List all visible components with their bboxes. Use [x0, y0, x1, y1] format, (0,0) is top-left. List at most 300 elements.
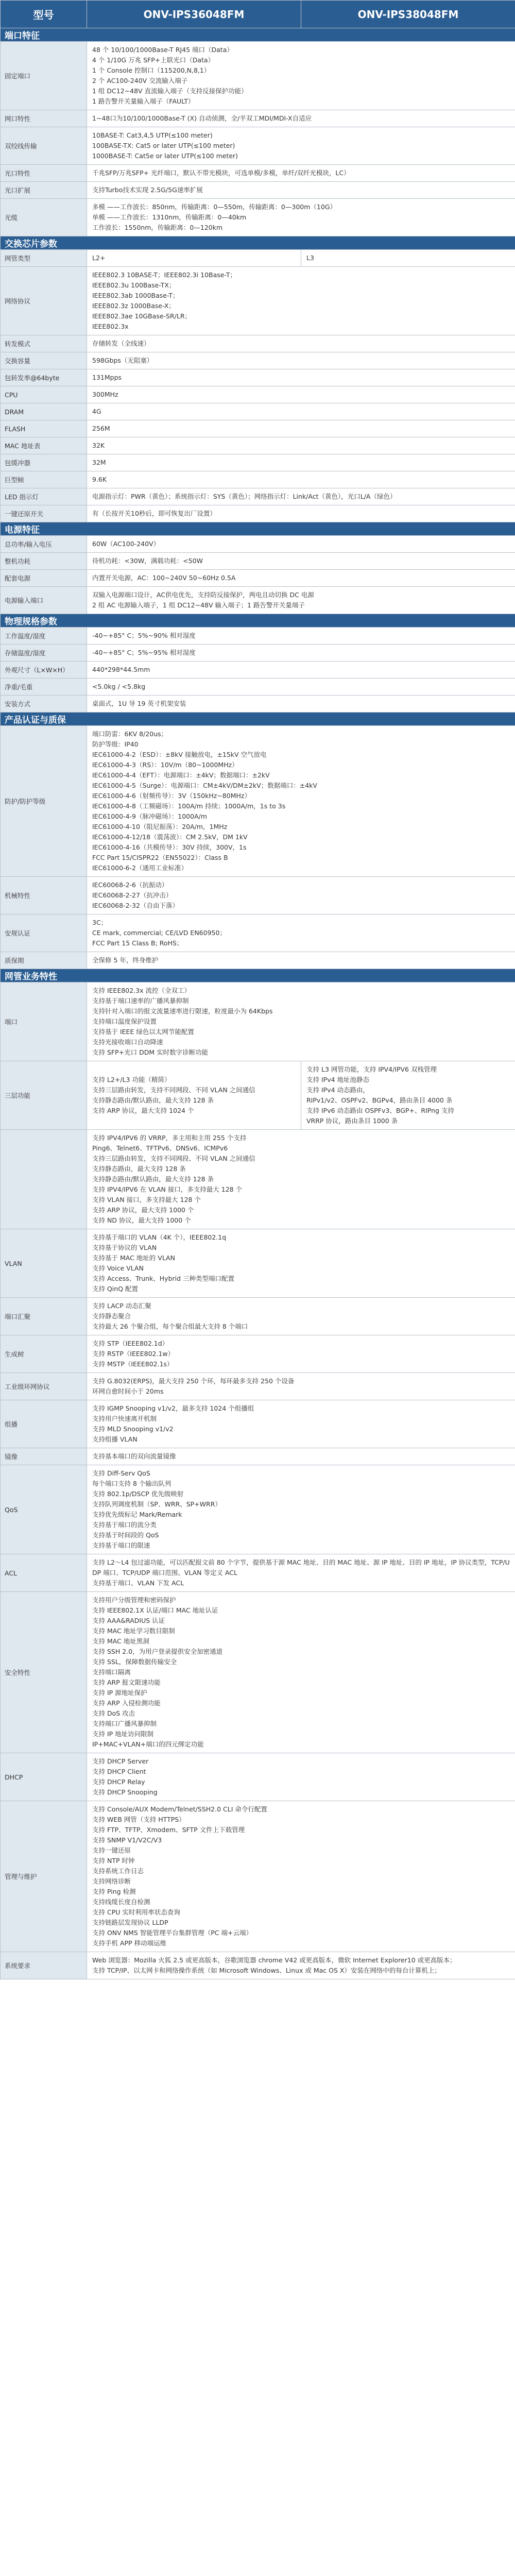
spec-line: 支持 IPv4 地址池静态	[306, 1076, 370, 1083]
spec-line: 支持基于端口的限速	[92, 1541, 150, 1549]
spec-label: 光口特性	[1, 165, 87, 182]
spec-line: 支持 RSTP（IEEE802.1w）	[92, 1350, 175, 1358]
spec-label: 安规认证	[1, 914, 87, 952]
spec-label: 总功率/输入电压	[1, 536, 87, 553]
spec-line: IEC61000-4-5（Surge）：电源端口：CM±4kV/DM±2kV；数据端口：±4kV	[92, 782, 317, 789]
header-model-38048: ONV-IPS38048FM	[301, 1, 515, 28]
spec-line: 100BASE-TX: Cat5 or later UTP(≤100 meter)	[92, 142, 235, 149]
spec-line: Web 浏览器：Mozilla 火狐 2.5 或更高版本，谷歌浏览器 chrome V42 或更高版本，微软 Internet Explorer10 或更高版本；	[92, 1956, 456, 1964]
spec-line: 支持 DHCP Server	[92, 1757, 149, 1765]
spec-label: 防护/防护等级	[1, 726, 87, 877]
spec-value	[87, 696, 515, 713]
spec-row	[1, 505, 515, 522]
spec-label: 交换容量	[1, 352, 87, 369]
spec-line: 支持 L3 网管功能，支持 IPV4/IPV6 双栈管理	[306, 1065, 437, 1073]
section-title: 网管业务特性	[1, 969, 515, 982]
spec-label: 包转发率@64byte	[1, 369, 87, 386]
spec-row	[1, 1448, 515, 1465]
spec-line: FCC Part 15/CISPR22（EN55022）：Class B	[92, 854, 228, 861]
spec-row	[1, 1554, 515, 1592]
spec-row	[1, 1952, 515, 1979]
spec-line: 支持基于端口的 VLAN（4K 个），IEEE802.1q	[92, 1233, 227, 1241]
spec-line: 1 个 Console 控制口（115200,N,8,1）	[92, 66, 211, 74]
spec-line: 支持队列调度机制（SP、WRR、SP+WRR）	[92, 1500, 221, 1508]
spec-line: 支持 IPv4 动态路由，	[306, 1086, 370, 1094]
spec-value	[87, 454, 515, 471]
spec-line: 支持静态路由/默认路由，最大支持 128 条	[92, 1175, 214, 1183]
spec-line: 支持一键还原	[92, 1846, 131, 1854]
spec-label: 镜像	[1, 1448, 87, 1465]
spec-line: 支持端口隔离	[92, 1668, 131, 1676]
spec-line: IEC61000-4-3（RS）：10V/m（80~1000MHz）	[92, 761, 238, 769]
spec-line: 电源指示灯：PWR（黄色）；系统指示灯：SYS（黄色）；网络指示灯：Link/Act（黄色），光口L/A（绿色）	[92, 493, 397, 500]
spec-line: 支持 WEB 网管（支持 HTTPS）	[92, 1816, 185, 1823]
spec-label: 安全特性	[1, 1592, 87, 1753]
spec-label: 电源输入端口	[1, 587, 87, 614]
spec-line: 1000BASE-T: Cat5e or later UTP(≤100 meter)	[92, 152, 238, 160]
spec-line: 支持 IEEE802.1X 认证/端口 MAC 地址认证	[92, 1606, 218, 1614]
spec-line: IEC60068-2-27（抗冲击）	[92, 891, 173, 899]
spec-label	[1, 1130, 87, 1229]
spec-line: 60W（AC100-240V）	[92, 540, 160, 548]
spec-value	[87, 110, 515, 127]
spec-line: 支持 IEEE802.3x 流控（全双工）	[92, 987, 191, 994]
spec-label: 工业级环网协议	[1, 1373, 87, 1400]
spec-line: 支持 SFP+光口 DDM 实时数字诊断功能	[92, 1048, 209, 1056]
spec-line: 支持 DHCP Relay	[92, 1778, 145, 1786]
spec-line: <5.0kg / <5.8kg	[92, 683, 146, 690]
spec-row	[1, 536, 515, 553]
spec-label: 外观尺寸（L×W×H）	[1, 662, 87, 679]
spec-row	[1, 437, 515, 454]
spec-line: 440*298*44.5mm	[92, 666, 150, 673]
spec-label: 质保期	[1, 952, 87, 969]
section-header	[1, 614, 515, 628]
spec-row	[1, 1229, 515, 1298]
section-title: 物理规格参数	[1, 614, 515, 628]
spec-line: 支持 L2+/L3 功能（精简）	[92, 1076, 171, 1083]
spec-line: 支持链路层发现协议 LLDP	[92, 1919, 168, 1926]
spec-line: 2 个 AC100-240V 交流输入端子	[92, 77, 188, 84]
spec-line: IEC61000-4-9（脉冲磁场）：1000A/m	[92, 812, 208, 820]
spec-value	[87, 42, 515, 110]
spec-label: MAC 地址表	[1, 437, 87, 454]
spec-value	[87, 386, 515, 403]
spec-value	[87, 127, 515, 165]
spec-value	[87, 403, 515, 420]
spec-line: 端口防雷：6KV 8/20us；	[92, 730, 168, 738]
spec-line: L2+	[92, 254, 106, 262]
spec-row	[1, 1400, 515, 1448]
spec-row	[1, 1465, 515, 1554]
spec-value	[87, 1592, 515, 1753]
spec-line: 支持组播 VLAN	[92, 1435, 138, 1443]
spec-value	[87, 182, 515, 199]
spec-line: 有（长按开关10秒后，即可恢复出厂设置）	[92, 510, 216, 517]
spec-line: RIPv1/v2、OSPFv2、BGPv4，路由条目 4000 条	[306, 1096, 453, 1104]
spec-value	[87, 1373, 515, 1400]
spec-line: IEC61000-4-10（阻尼振荡）：20A/m，1MHz	[92, 823, 228, 831]
spec-line: 支持 SSH 2.0，为用户登录提供安全加密通道	[92, 1648, 223, 1655]
spec-value	[87, 679, 515, 696]
spec-label: 光缆	[1, 199, 87, 236]
spec-row	[1, 471, 515, 488]
spec-line: 支持线缆长度自检测	[92, 1898, 150, 1906]
spec-line: IEEE802.3ab 1000Base-T；	[92, 292, 179, 299]
spec-label: 三层功能	[1, 1061, 87, 1130]
spec-label: 转发模式	[1, 335, 87, 352]
spec-value	[87, 645, 515, 662]
spec-row	[1, 877, 515, 914]
spec-row	[1, 110, 515, 127]
spec-line: 支持 IPV4/IPV6 在 VLAN 接口，多支持最大 128 个	[92, 1185, 243, 1193]
spec-line: 1~48口为10/100/1000Base-T (X) 自动侦测，全/半双工MDI/MDI-X自适应	[92, 114, 312, 122]
spec-line: 1 组 DC12~48V 直流输入端子（支持反接保护功能）	[92, 87, 248, 95]
spec-value	[87, 628, 515, 645]
spec-row	[1, 165, 515, 182]
spec-row	[1, 587, 515, 614]
spec-line: 支持 IGMP Snooping v1/v2，最多支持 1024 个组播组	[92, 1404, 254, 1412]
spec-line: 支持 ARP 入侵检测功能	[92, 1699, 161, 1707]
spec-row	[1, 352, 515, 369]
spec-line: L3	[306, 254, 314, 262]
spec-line: 全保修 5 年，终身维护	[92, 956, 159, 964]
spec-line: 支持 QinQ 配置	[92, 1285, 139, 1293]
spec-line: IEC61000-4-8（工频磁场）：100A/m 持续；1000A/m，1s to 3s	[92, 802, 286, 810]
section-header	[1, 713, 515, 726]
spec-line: 支持 FTP、TFTP、Xmodem、SFTP 文件上下载管理	[92, 1826, 245, 1834]
spec-label: LED 指示灯	[1, 488, 87, 505]
spec-line: 48 个 10/100/1000Base-T RJ45 端口（Data）	[92, 46, 233, 54]
spec-line: 支持 MAC 地址学习数目限制	[92, 1627, 175, 1635]
spec-body	[1, 28, 515, 1979]
spec-label: DRAM	[1, 403, 87, 420]
section-title: 交换芯片参数	[1, 236, 515, 250]
spec-value	[87, 553, 515, 570]
spec-line: 32M	[92, 459, 106, 466]
spec-label: DHCP	[1, 1753, 87, 1801]
spec-line: 支持 ONV NMS 智能管理平台集群管理（PC 端+云端）	[92, 1929, 252, 1937]
spec-line: 支持 ND 协议，最大支持 1000 个	[92, 1216, 191, 1224]
spec-line: 支持 IPv6 动态路由 OSPFv3、BGP+、RIPng 支持	[306, 1107, 454, 1114]
spec-value	[87, 471, 515, 488]
spec-label: FLASH	[1, 420, 87, 437]
spec-row	[1, 645, 515, 662]
spec-label: 整机功耗	[1, 553, 87, 570]
spec-line: IEEE802.3x	[92, 323, 129, 330]
spec-line: 支持 ARP 协议，最大支持 1000 个	[92, 1206, 194, 1214]
spec-label: 端口汇聚	[1, 1298, 87, 1335]
spec-label: 巨型帧	[1, 471, 87, 488]
spec-line: Ping6、Telnet6、TFTPv6、DNSv6、ICMPv6	[92, 1144, 228, 1152]
spec-line: 支持 L2～L4 包过滤功能，可以匹配报文前 80 个字节，提供基于源 MAC 地址、目的 MAC 地址、源 IP 地址、目的 IP 地址，IP 协议类型，TCP/UDP 端口、TCP/UDP 端口范围、VLAN 等定义 ACL	[92, 1558, 510, 1577]
spec-line: 支持静态聚合	[92, 1312, 131, 1320]
spec-value	[87, 1400, 515, 1448]
spec-row	[1, 403, 515, 420]
spec-row	[1, 982, 515, 1061]
spec-label: 包缓冲器	[1, 454, 87, 471]
spec-line: 32K	[92, 442, 105, 449]
spec-line: IEC61000-4-6（射频传导）：3V（150kHz~80MHz）	[92, 792, 251, 800]
spec-line: 支持基于端口速率的广播风暴抑制	[92, 997, 189, 1005]
spec-label: VLAN	[1, 1229, 87, 1298]
spec-line: 支持基于端口、VLAN 下发 ACL	[92, 1579, 184, 1587]
spec-line: 支持 802.1p/DSCP 优先级映射	[92, 1490, 184, 1498]
spec-row	[1, 570, 515, 587]
section-header	[1, 969, 515, 982]
spec-row	[1, 553, 515, 570]
spec-value	[87, 199, 515, 236]
spec-line: 支持手机 APP 移动端运维	[92, 1939, 167, 1947]
spec-value	[87, 335, 515, 352]
spec-line: 2 组 AC 电源输入端子，1 组 DC12~48V 输入端子；1 路告警开关量端子	[92, 601, 305, 609]
spec-row	[1, 369, 515, 386]
section-header	[1, 522, 515, 536]
spec-label: 光口扩展	[1, 182, 87, 199]
spec-row	[1, 1298, 515, 1335]
spec-line: 支持 ARP 报文限速功能	[92, 1679, 161, 1686]
spec-value	[87, 369, 515, 386]
spec-line: 待机功耗：<30W，满载功耗：<50W	[92, 557, 203, 565]
spec-row	[1, 199, 515, 236]
spec-value	[87, 726, 515, 877]
spec-line: IEC60068-2-32（自由下落）	[92, 902, 179, 909]
spec-label: 管理与维护	[1, 1801, 87, 1952]
spec-label: 存储温度/湿度	[1, 645, 87, 662]
spec-row	[1, 267, 515, 335]
spec-value	[87, 1229, 515, 1298]
spec-line: 支持 TCP/IP、以太网卡和网络操作系统（如 Microsoft Windows、Linux 或 Mac OS X）安装在网络中的每台计算机上；	[92, 1967, 441, 1974]
spec-line: 131Mpps	[92, 374, 122, 381]
spec-line: 支持 MAC 地址黑洞	[92, 1637, 149, 1645]
spec-line: IEEE802.3u 100Base-TX；	[92, 281, 176, 289]
spec-row	[1, 952, 515, 969]
spec-line: 支持 MSTP（IEEE802.1s）	[92, 1360, 174, 1368]
spec-line: 支持最大 26 个聚合组，每个聚合组最大支持 8 个端口	[92, 1323, 248, 1330]
spec-line: IEC61000-4-16（共模传导）：30V 持续，300V，1s	[92, 843, 247, 851]
spec-label: 工作温度/湿度	[1, 628, 87, 645]
spec-row	[1, 127, 515, 165]
spec-line: IEC61000-4-12/18（震荡波）：CM 2.5kV，DM 1kV	[92, 833, 248, 841]
spec-line: -40~+85° C；5%~90% 相对湿度	[92, 632, 196, 639]
spec-row	[1, 1753, 515, 1801]
spec-value	[87, 536, 515, 553]
spec-line: 支持 Voice VLAN	[92, 1264, 144, 1272]
section-title: 端口特征	[1, 28, 515, 42]
spec-row	[1, 662, 515, 679]
spec-label: 端口	[1, 982, 87, 1061]
spec-line: 支持 Ping 检测	[92, 1888, 136, 1895]
spec-line: 4 个 1/10G 万兆 SFP+上联光口（Data）	[92, 56, 215, 64]
spec-line: 支持优先级标记 Mark/Remark	[92, 1511, 182, 1518]
spec-line: 支持 NTP 时钟	[92, 1857, 135, 1865]
spec-value	[87, 570, 515, 587]
spec-line: 支持 STP（IEEE802.1d）	[92, 1340, 169, 1347]
header-row	[1, 1, 515, 28]
spec-line: -40~+85° C；5%~95% 相对湿度	[92, 649, 196, 656]
spec-value	[87, 352, 515, 369]
spec-value-36048	[87, 250, 301, 267]
spec-line: 支持 SSL，保障数据传输安全	[92, 1658, 177, 1666]
spec-value	[87, 982, 515, 1061]
spec-line: 598Gbps（无阻塞）	[92, 357, 153, 364]
spec-line: 支持基于 MAC 地址的 VLAN	[92, 1254, 175, 1262]
spec-value-38048	[301, 1061, 515, 1130]
spec-line: 环网自愈时间小于 20ms	[92, 1387, 164, 1395]
spec-row	[1, 1130, 515, 1229]
spec-row	[1, 182, 515, 199]
spec-label: 固定端口	[1, 42, 87, 110]
spec-line: 单模 ——工作波长：1310nm，传输距离：0—40km	[92, 213, 247, 221]
spec-value	[87, 662, 515, 679]
spec-row	[1, 726, 515, 877]
spec-row	[1, 1592, 515, 1753]
spec-line: 支持用户快速离开机制	[92, 1415, 157, 1422]
spec-line: 桌面式，1U 导 19 英寸机架安装	[92, 700, 186, 707]
spec-label: 双绞线传输	[1, 127, 87, 165]
spec-line: 支持系统工作日志	[92, 1867, 144, 1875]
spec-value	[87, 914, 515, 952]
spec-line: FCC Part 15 Class B; RoHS；	[92, 939, 183, 947]
spec-line: 工作波长：1550nm，传输距离：0—120km	[92, 224, 223, 231]
spec-line: 支持针对入端口的报文流量速率进行限速，粒度最小为 64Kbps	[92, 1007, 273, 1015]
spec-row	[1, 1373, 515, 1400]
spec-value	[87, 165, 515, 182]
spec-line: IEC61000-4-2（ESD）：±8kV 接触放电，±15kV 空气放电	[92, 751, 267, 758]
spec-line: 支持 ARP 协议，最大支持 1024 个	[92, 1107, 194, 1114]
section-title: 产品认证与质保	[1, 713, 515, 726]
spec-row	[1, 42, 515, 110]
section-header	[1, 236, 515, 250]
spec-value	[87, 1130, 515, 1229]
spec-line: IEC61000-6-2（通用工业标准）	[92, 864, 188, 872]
spec-label: 系统要求	[1, 1952, 87, 1979]
spec-line: 支持 IP 源地址保护	[92, 1689, 147, 1697]
spec-row	[1, 335, 515, 352]
spec-value	[87, 1465, 515, 1554]
spec-value	[87, 1554, 515, 1592]
spec-value	[87, 587, 515, 614]
spec-line: 支持端口广播风暴抑制	[92, 1720, 157, 1727]
spec-value	[87, 1952, 515, 1979]
spec-line: 支持 DoS 攻击	[92, 1709, 135, 1717]
spec-line: 支持 CPU 实时利用率状态查询	[92, 1908, 180, 1916]
spec-line: 支持基于时间段的 QoS	[92, 1531, 159, 1539]
spec-line: IEC60068-2-6（抗振动）	[92, 881, 168, 889]
spec-line: 支持三层路由转发，支持不同网段、不同 VLAN 之间通信	[92, 1086, 255, 1094]
spec-line: 支持 Diff-Serv QoS	[92, 1469, 150, 1477]
spec-label: 网管类型	[1, 250, 87, 267]
spec-value	[87, 505, 515, 522]
spec-row	[1, 420, 515, 437]
spec-line: IEEE802.3z 1000Base-X；	[92, 302, 175, 310]
spec-line: IEC61000-4-4（EFT）：电源端口：±4kV；数据端口：±2kV	[92, 771, 270, 779]
spec-line: 300MHz	[92, 391, 118, 398]
spec-value	[87, 267, 515, 335]
spec-line: 支持基于端口的流分类	[92, 1521, 157, 1529]
spec-line: 支持 DHCP Client	[92, 1768, 146, 1775]
spec-row	[1, 386, 515, 403]
spec-line: 支持基于协议的 VLAN	[92, 1244, 157, 1251]
spec-value	[87, 420, 515, 437]
spec-line: 256M	[92, 425, 110, 432]
spec-line: CE mark, commercial; CE/LVD EN60950；	[92, 929, 226, 937]
spec-line: 支持基本端口的双向流量镜像	[92, 1452, 176, 1460]
section-title: 电源特征	[1, 522, 515, 536]
spec-line: 双输入电源端口设计，AC供电优先，支持防反接保护，两电且动切换 DC 电源	[92, 591, 314, 599]
spec-value	[87, 1448, 515, 1465]
spec-row	[1, 488, 515, 505]
spec-line: 防护等级：IP40	[92, 740, 139, 748]
spec-line: 多模 ——工作波长：850nm，传输距离：0—550m，传输距离：0—300m（10G）	[92, 203, 337, 211]
spec-line: 支持三层路由转发，支持不同网段、不同 VLAN 之间通信	[92, 1155, 255, 1162]
spec-value	[87, 877, 515, 914]
spec-value	[87, 1298, 515, 1335]
spec-line: 支持Turbo技术实现 2.5G/5G速率扩展	[92, 186, 203, 194]
spec-value	[87, 1753, 515, 1801]
spec-line: 每个端口支持 8 个输出队列	[92, 1480, 171, 1487]
spec-line: 支持光接收端口自动降速	[92, 1038, 163, 1046]
spec-label: 配套电源	[1, 570, 87, 587]
spec-row	[1, 250, 515, 267]
spec-line: 支持 LACP 动态汇聚	[92, 1302, 151, 1310]
spec-line: 支持静态路由，最大支持 128 条	[92, 1165, 186, 1173]
spec-line: 4G	[92, 408, 101, 415]
spec-label: 组播	[1, 1400, 87, 1448]
spec-line: 9.6K	[92, 476, 107, 483]
spec-line: 1 路告警开关量输入端子（FAULT）	[92, 97, 195, 105]
spec-value-36048	[87, 1061, 301, 1130]
spec-label: 安装方式	[1, 696, 87, 713]
spec-line: 支持 Console/AUX Modem/Telnet/SSH2.0 CLI 命令行配置	[92, 1805, 267, 1813]
spec-label: 网口特性	[1, 110, 87, 127]
spec-label: 机械特性	[1, 877, 87, 914]
spec-label: 网络协议	[1, 267, 87, 335]
spec-line: IP+MAC+VLAN+端口的四元绑定功能	[92, 1740, 204, 1748]
spec-label: 一键还原开关	[1, 505, 87, 522]
spec-row	[1, 696, 515, 713]
spec-line: 支持用户分级管理和密码保护	[92, 1596, 176, 1604]
section-header	[1, 28, 515, 42]
spec-value	[87, 488, 515, 505]
spec-line: 支持静态路由/默认路由，最大支持 128 条	[92, 1096, 214, 1104]
spec-line: 10BASE-T: Cat3,4,5 UTP(≤100 meter)	[92, 131, 213, 139]
spec-row	[1, 628, 515, 645]
spec-line: 支持基于 IEEE 绿色以太网节能配置	[92, 1028, 194, 1036]
spec-line: 支持 IPV4/IPV6 的 VRRP，多主用和主用 255 个支持	[92, 1134, 247, 1142]
spec-label: 生成树	[1, 1335, 87, 1373]
spec-line: 支持 AAA&RADIUS 认证	[92, 1617, 165, 1624]
spec-row	[1, 454, 515, 471]
spec-line: 支持网络诊断	[92, 1877, 131, 1885]
spec-value	[87, 1801, 515, 1952]
spec-label: ACL	[1, 1554, 87, 1592]
spec-row	[1, 914, 515, 952]
spec-line: 存储转发（全线速）	[92, 340, 150, 347]
spec-line: 支持端口温度保护设置	[92, 1018, 157, 1025]
spec-line: VRRP 协议，路由条目 1000 条	[306, 1117, 398, 1125]
spec-line: 内置开关电源，AC：100~240V 50~60Hz 0.5A	[92, 574, 236, 582]
spec-line: 支持 DHCP Snooping	[92, 1788, 158, 1796]
spec-value	[87, 437, 515, 454]
spec-row	[1, 1801, 515, 1952]
spec-label: 净重/毛重	[1, 679, 87, 696]
spec-value	[87, 952, 515, 969]
spec-label: CPU	[1, 386, 87, 403]
spec-line: IEEE802.3ae 10GBase-SR/LR；	[92, 312, 192, 320]
spec-value-38048	[301, 250, 515, 267]
spec-line: 支持 G.8032(ERPS)，最大支持 250 个环，每环最多支持 250 个设备	[92, 1377, 295, 1385]
